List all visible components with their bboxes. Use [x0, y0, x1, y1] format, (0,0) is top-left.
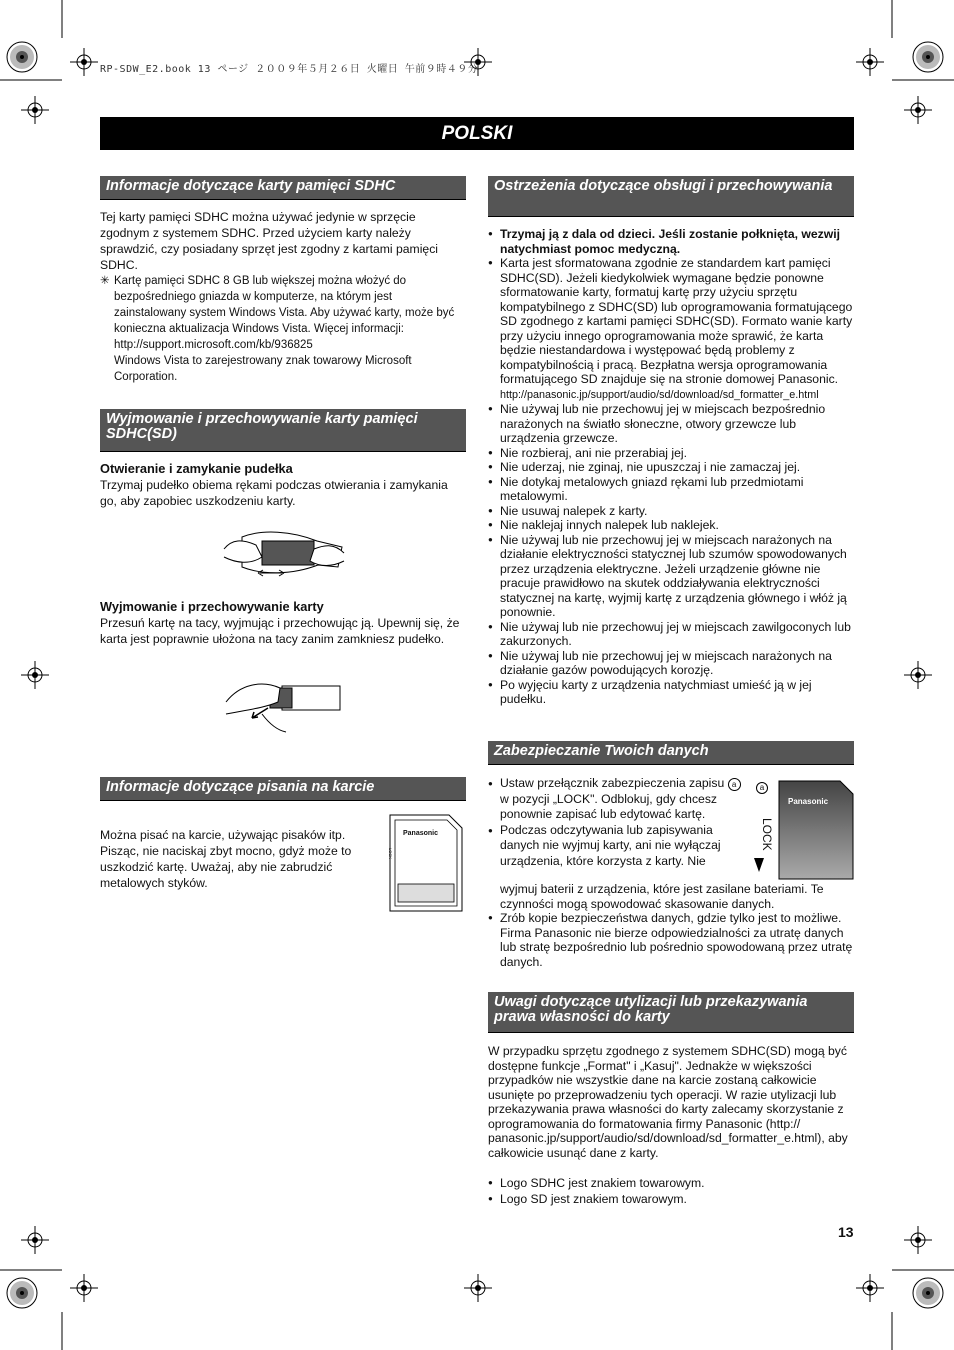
- asterisk-icon: ✳: [100, 275, 110, 287]
- warning-item: ● Nie używaj lub nie przechowuj jej w miejscach narażonych na działanie gazów powodujących korozję.: [488, 649, 854, 678]
- trademark-item: ● Logo SDHC jest znakiem towarowym.: [488, 1175, 854, 1191]
- warning-item: ● Nie usuwaj nalepek z karty.: [488, 504, 854, 519]
- lock-label: LOCK: [760, 818, 774, 851]
- warning-item: ● Nie uderzaj, nie zginaj, nie upuszczaj i nie zamaczaj jej.: [488, 460, 854, 475]
- section-remove-store-text: [100, 461, 466, 509]
- file-header: RP-SDW_E2.book 13 ページ ２００９年５月２６日 火曜日 午前９時４９分: [100, 64, 479, 75]
- sd-card-illustration-lock: [752, 780, 854, 880]
- warning-item: ● Po wyjęciu karty z urządzenia natychmiast umieść ją w jej pudełku.: [488, 678, 854, 707]
- sdhc-info-paragraph: Tej karty pamięci SDHC można używać jedynie w sprzęcie zgodnym z systemem SDHC. Przed użyciem karty należy sprawdzić, czy posiadany sprzęt jest zgodny z kartami pamięci SDHC.: [100, 210, 439, 272]
- section-sdhc-info-heading: Informacje dotyczące karty pamięci SDHC: [100, 176, 466, 200]
- remove-store-card-text: Przesuń kartę na tacy, wyjmując i przechowując ją. Upewnij się, że karta jest poprawnie ułożona na tacy zanim zamkniesz pudełko.: [100, 616, 460, 646]
- open-close-box-heading: Otwieranie i zamykanie pudełka: [100, 461, 293, 476]
- protect-item: ● Ustaw przełącznik zabezpieczenia zapisu a w pozycji „LOCK". Odblokuj, gdy chcesz ponownie zapisać lub edytować kartę.: [488, 776, 743, 823]
- section-remove-store-heading: Wyjmowanie i przechowywanie karty pamięci SDHC(SD): [100, 409, 466, 452]
- section-sdhc-info-text: [100, 209, 466, 385]
- warning-item: ● Nie dotykaj metalowych gniazd rękami lub przedmiotami metalowymi.: [488, 475, 854, 504]
- sdhc-info-note: ✳ Kartę pamięci SDHC 8 GB lub większej można włożyć do bezpośredniego gniazda w komputerze, na którym jest zainstalowany system Windows Vista. Aby używać karty, może być konieczna aktualizacja Windows Vista. Więcej informacji: http://support.microsoft.com/kb/936825: [100, 275, 455, 351]
- warning-item: ● Nie rozbieraj, ani nie przerabiaj jej.: [488, 446, 854, 461]
- protect-item-continued: wyjmuj baterii z urządzenia, które jest zasilane bateriami. Te czynności mogą spowodować skasowanie danych.: [500, 882, 824, 911]
- warning-item: ● Trzymaj ją z dala od dzieci. Jeśli zostanie połknięta, wezwij natychmiast pomoc medyczną.: [488, 227, 854, 256]
- remove-store-card-heading: Wyjmowanie i przechowywanie karty: [100, 599, 324, 614]
- section-warnings-heading: Ostrzeżenia dotyczące obsługi i przechowywania: [488, 176, 854, 217]
- protect-item: ● Podczas odczytywania lub zapisywania danych nie wyjmuj karty, ani nie wyłączaj urządzenia, które korzysta z karty. Nie: [488, 823, 743, 870]
- section-disposal-heading: Uwagi dotyczące utylizacji lub przekazywania prawa własności do karty: [488, 992, 854, 1033]
- protect-data-list-bottom: [488, 882, 854, 969]
- protect-data-list-top: [488, 776, 743, 869]
- page-number: 13: [838, 1224, 854, 1240]
- warning-item: ● Nie używaj lub nie przechowuj jej w miejscach zawilgoconych lub zakurzonych.: [488, 620, 854, 649]
- windows-vista-trademark: Windows Vista to zarejestrowany znak towarowy Microsoft Corporation.: [114, 355, 412, 383]
- open-close-box-text: Trzymaj pudełko obiema rękami podczas otwierania i zamykania go, aby zapobiec uszkodzeniu karty.: [100, 478, 448, 508]
- remove-card-illustration: [222, 674, 344, 736]
- section-writing-heading: Informacje dotyczące pisania na karcie: [100, 777, 466, 801]
- protect-item: ● Zrób kopie bezpieczeństwa danych, gdzie tylko jest to możliwe. Firma Panasonic nie bierze odpowiedzialności za utratę danych lub stratę bezpośrednio lub pośrednio spowodowaną przez utratę danych.: [488, 911, 854, 969]
- language-title: POLSKI: [100, 117, 854, 150]
- disposal-paragraph: W przypadku sprzętu zgodnego z systemem SDHC(SD) mogą być dostępne funkcje „Format" i „Kasuj". Jednakże w większości przypadków nie wszystkie dane na karcie zostaną całkowicie usunięte po przeprowadzeniu tych operacji. W razie utylizacji lub przekazywania prawa własności do karty zalecamy skorzystanie z oprogramowania do formatowania firmy Panasonic (http:// panasonic.jp/support/audio/sd/download/sd_formatter_e.html), aby całkowicie usunąć dane z karty.: [488, 1044, 848, 1160]
- warning-item: ● Nie naklejaj innych nalepek lub naklejek.: [488, 518, 854, 533]
- formatter-url: http://panasonic.jp/support/audio/sd/download/sd_formatter_e.html: [500, 388, 819, 401]
- card-lock-label: LOCK: [388, 848, 393, 859]
- card-brand-label: Panasonic: [403, 830, 439, 837]
- lock-arrow-icon: [754, 858, 764, 872]
- trademark-list: [488, 1175, 854, 1207]
- warning-item: ● Karta jest sformatowana zgodnie ze standardem kart pamięci SDHC(SD). Jeżeli kiedykolwiek wymagane będzie ponowne sformatowanie karty, formatuj kartę przy użyciu sprzętu kompatybilnego z SDHC(SD) lub oprogramowania formatującego SD zgodnego z kartami pamięci SDHC(SD). Formato wanie karty przy użyciu innego oprogramowania może sprawić, że karta będzie niestandardowa i występować będą problemy z kompatybilnością i pracą. Bezpłatna wersja oprogramowania formatującego SD znajduje się na stronie domowej Panasonic. http://panasonic.jp/support/audio/sd/download/sd_formatter_e.html: [488, 256, 854, 402]
- warning-item: ● Nie używaj lub nie przechowuj jej w miejscach narażonych na działanie elektryczności statycznej lub szumów spowodowanych przez urządzenia elektryczne. Jeżeli urządzenie główne nie pracuje prawidłowo na skutek oddziaływania elektryczności statycznej na kartę, wyjmij kartę z urządzenia głównego i włóż ją ponownie.: [488, 533, 854, 620]
- card-brand-label: Panasonic: [788, 797, 829, 806]
- section-writing-text: Można pisać na karcie, używając pisaków itp. Pisząc, nie naciskaj zbyt mocno, gdyż może to uszkodzić kartę. Uważaj, aby nie zabrudzić metalowych styków.: [100, 828, 352, 890]
- open-box-illustration: [222, 527, 346, 583]
- section-disposal-text: [488, 1044, 854, 1160]
- callout-a-icon: a: [728, 778, 741, 791]
- sd-card-outline: [389, 814, 463, 912]
- section-warnings-list: [488, 227, 854, 707]
- sd-card-illustration-small: [389, 814, 463, 912]
- section-protect-data-heading: Zabezpieczanie Twoich danych: [488, 741, 854, 765]
- warning-item: ● Nie używaj lub nie przechowuj jej w miejscach bezpośrednio narażonych na światło słoneczne, otwory grzewcze lub urządzenia grzewcze.: [488, 402, 854, 446]
- sd-card-dark: [778, 780, 854, 880]
- remove-store-card-block: [100, 599, 466, 647]
- trademark-item: ● Logo SD jest znakiem towarowym.: [488, 1191, 854, 1207]
- callout-a-label: a: [756, 782, 768, 794]
